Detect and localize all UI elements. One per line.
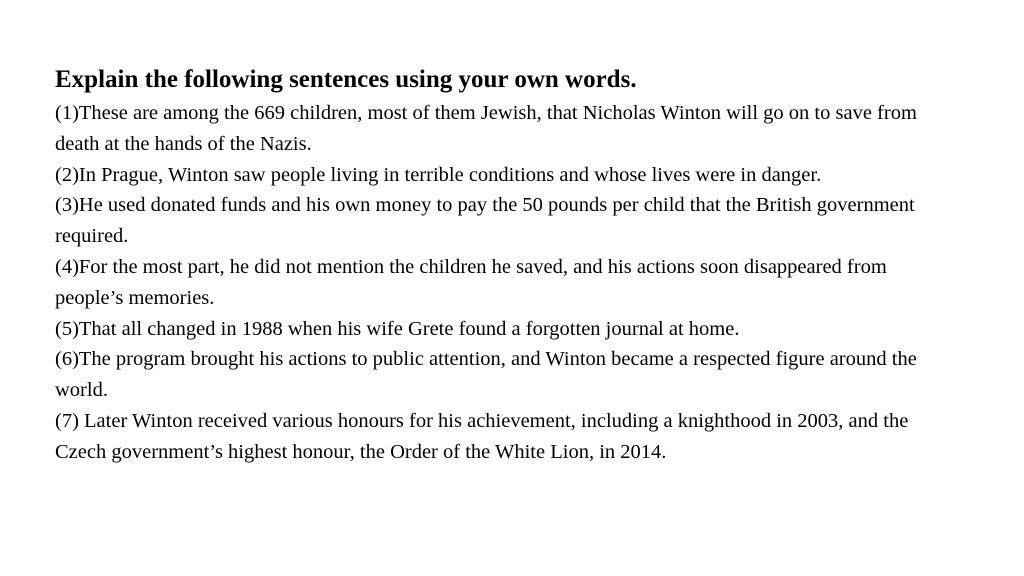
sentence-list <box>55 98 955 468</box>
sentence-3: (3)He used donated funds and his own money to pay the 50 pounds per child that the British government required. <box>55 194 915 248</box>
slide-content <box>55 61 955 468</box>
slide-title: Explain the following sentences using your own words. <box>55 66 637 93</box>
sentence-7: (7) Later Winton received various honours for his achievement, including a knighthood in 2003, and the Czech government’s highest honour, the Order of the White Lion, in 2014. <box>55 409 909 463</box>
sentence-6: (6)The program brought his actions to public attention, and Winton became a respected figure around the world. <box>55 348 917 402</box>
sentence-1: (1)These are among the 669 children, most of them Jewish, that Nicholas Winton will go on to save from death at the hands of the Nazis. <box>55 102 917 155</box>
sentence-5: (5)That all changed in 1988 when his wife Grete found a forgotten journal at home. <box>55 317 740 340</box>
sentence-4: (4)For the most part, he did not mention the children he saved, and his actions soon disappeared from people’s memories. <box>55 255 887 309</box>
sentence-2: (2)In Prague, Winton saw people living in terrible conditions and whose lives were in danger. <box>55 163 822 186</box>
